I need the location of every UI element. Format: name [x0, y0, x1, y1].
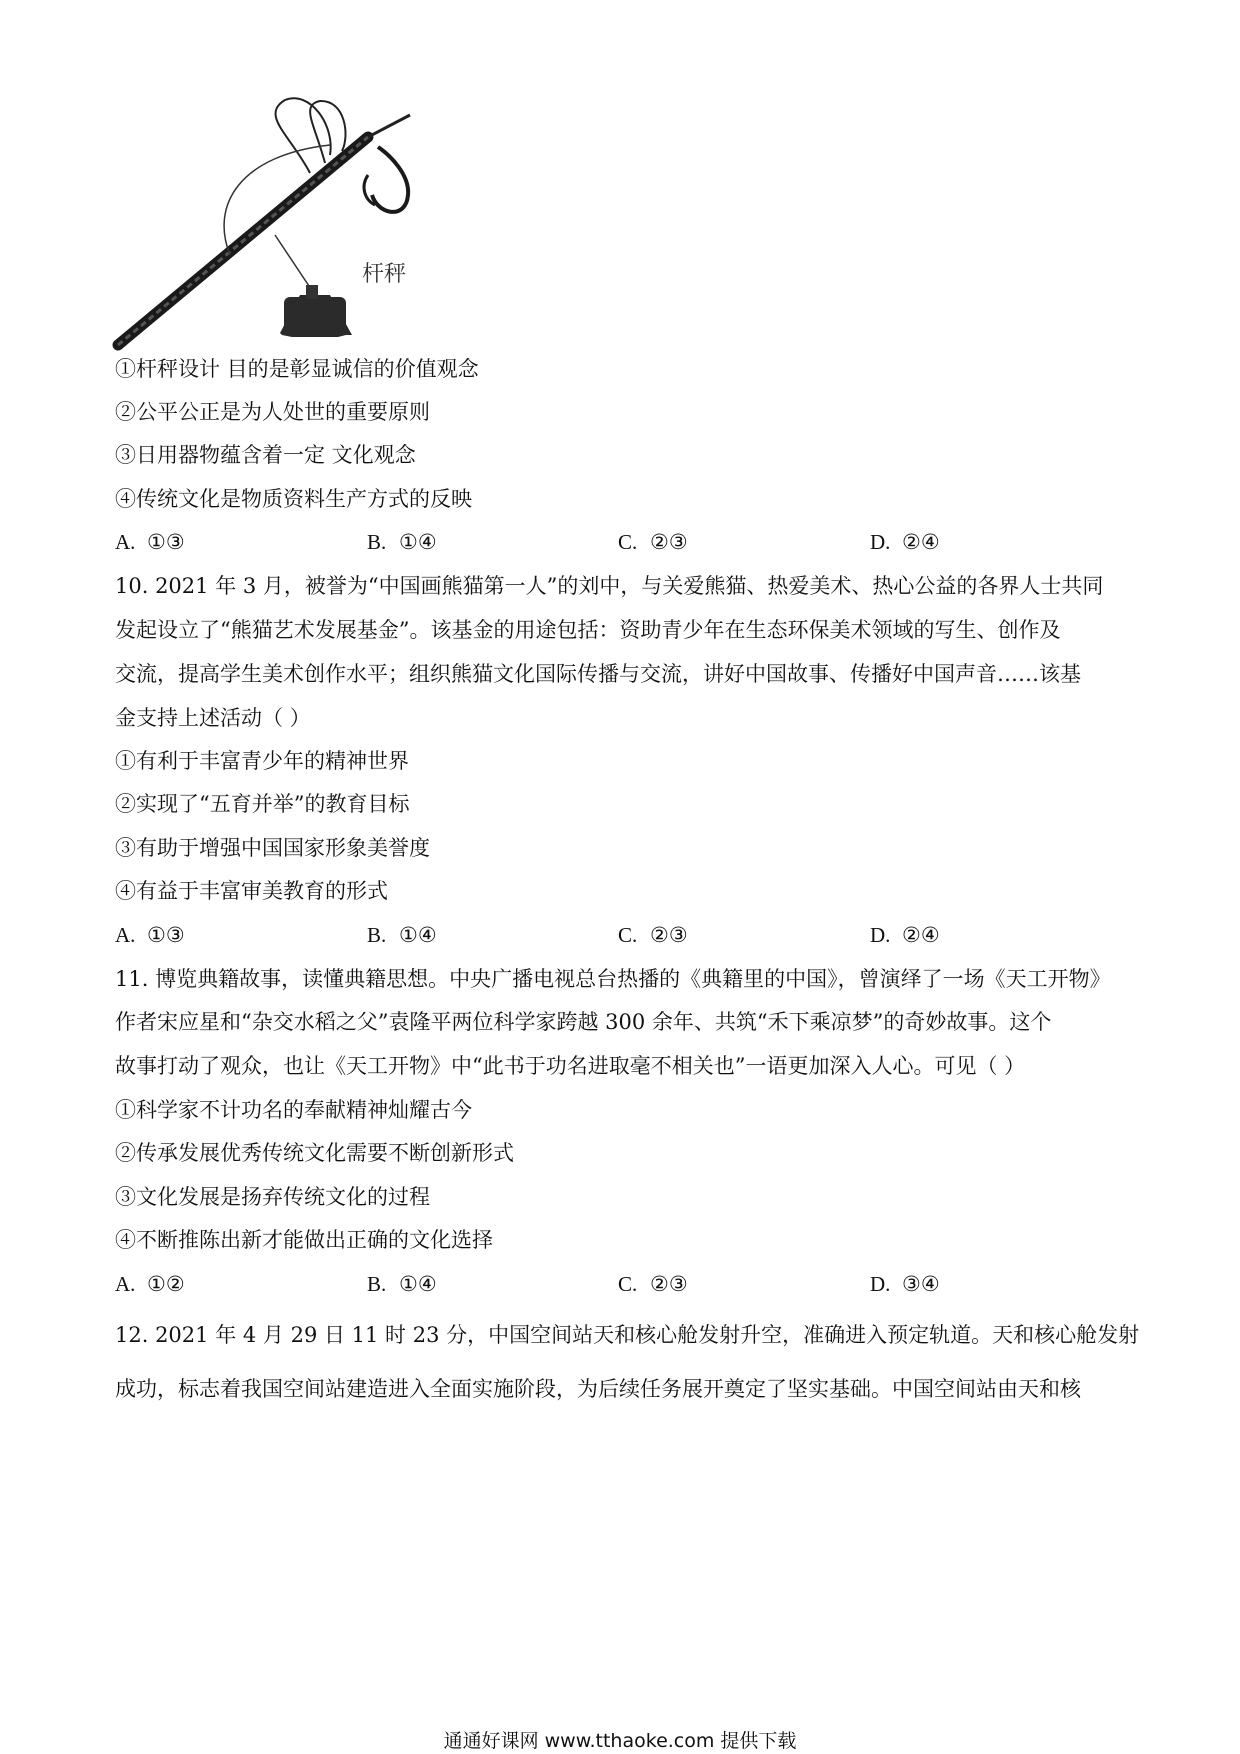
- q10-statement-3: ③有助于增强中国国家形象美誉度: [115, 836, 430, 860]
- q9-choices: [115, 528, 1125, 558]
- q12-stem-line-2: 成功，标志着我国空间站建造进入全面实施阶段，为后续任务展开奠定了坚实基础。中国空间站由天和核: [115, 1377, 1081, 1401]
- q9-choice-c[interactable]: C. ②③: [618, 530, 688, 554]
- q10-choice-c[interactable]: C. ②③: [618, 923, 688, 947]
- q11-stem-line-3: 故事打动了观众，也让《天工开物》中“此书于功名进取毫不相关也”一语更加深入人心。可见（ ）: [115, 1054, 1026, 1078]
- q10-choice-b[interactable]: B. ①④: [367, 923, 437, 947]
- q10-stem-line-4: 金支持上述活动（ ）: [115, 706, 311, 730]
- q11-statement-1: ①科学家不计功名的奉献精神灿耀古今: [115, 1098, 472, 1122]
- q10-stem-line-3: 交流，提高学生美术创作水平；组织熊猫文化国际传播与交流，讲好中国故事、传播好中国声音……该基: [115, 662, 1081, 686]
- q10-stem-line-2: 发起设立了“熊猫艺术发展基金”。该基金的用途包括：资助青少年在生态环保美术领域的写生、创作及: [115, 618, 1061, 642]
- q9-statement-4: ④传统文化是物质资料生产方式的反映: [115, 487, 472, 511]
- q11-choice-b[interactable]: B. ①④: [367, 1272, 437, 1296]
- steelyard-illustration: [110, 95, 480, 385]
- q11-statement-2: ②传承发展优秀传统文化需要不断创新形式: [115, 1141, 514, 1165]
- q11-stem-line-2: 作者宋应星和“杂交水稻之父”袁隆平两位科学家跨越 300 余年、共筑“禾下乘凉梦”的奇妙故事。这个: [115, 1010, 1052, 1034]
- q9-choice-b[interactable]: B. ①④: [367, 530, 437, 554]
- q10-statement-2: ②实现了“五育并举”的教育目标: [115, 792, 410, 816]
- q11-stem-line-1: 11. 博览典籍故事，读懂典籍思想。中央广播电视总台热播的《典籍里的中国》，曾演绎了一场《天工开物》: [115, 967, 1111, 991]
- q10-choice-d[interactable]: D. ②④: [870, 923, 940, 947]
- figure-caption: 杆秤: [362, 262, 407, 287]
- page-footer: 通通好课网 www.tthaoke.com 提供下载: [443, 1730, 797, 1752]
- q10-choice-a[interactable]: A. ①③: [115, 923, 185, 947]
- q9-statement-3: ③日用器物蕴含着一定 文化观念: [115, 443, 416, 467]
- q9-choice-d[interactable]: D. ②④: [870, 530, 940, 554]
- q11-choices: [115, 1270, 1125, 1300]
- q11-statement-4: ④不断推陈出新才能做出正确的文化选择: [115, 1228, 493, 1252]
- q10-statement-4: ④有益于丰富审美教育的形式: [115, 879, 388, 903]
- q11-choice-d[interactable]: D. ③④: [870, 1272, 940, 1296]
- q9-choice-a[interactable]: A. ①③: [115, 530, 185, 554]
- q10-statement-1: ①有利于丰富青少年的精神世界: [115, 749, 409, 773]
- steelyard-figure: [110, 95, 480, 385]
- q11-statement-3: ③文化发展是扬弃传统文化的过程: [115, 1185, 430, 1209]
- q12-stem-line-1: 12. 2021 年 4 月 29 日 11 时 23 分，中国空间站天和核心舱发射升空，准确进入预定轨道。天和核心舱发射: [115, 1323, 1140, 1347]
- q10-stem-line-1: 10. 2021 年 3 月，被誉为“中国画熊猫第一人”的刘中，与关爱熊猫、热爱美术、热心公益的各界人士共同: [115, 574, 1104, 598]
- q9-statement-2: ②公平公正是为人处世的重要原则: [115, 400, 430, 424]
- q9-statement-1: ①杆秤设计 目的是彰显诚信的价值观念: [115, 357, 479, 381]
- q11-choice-c[interactable]: C. ②③: [618, 1272, 688, 1296]
- q10-choices: [115, 921, 1125, 951]
- q11-choice-a[interactable]: A. ①②: [115, 1272, 185, 1296]
